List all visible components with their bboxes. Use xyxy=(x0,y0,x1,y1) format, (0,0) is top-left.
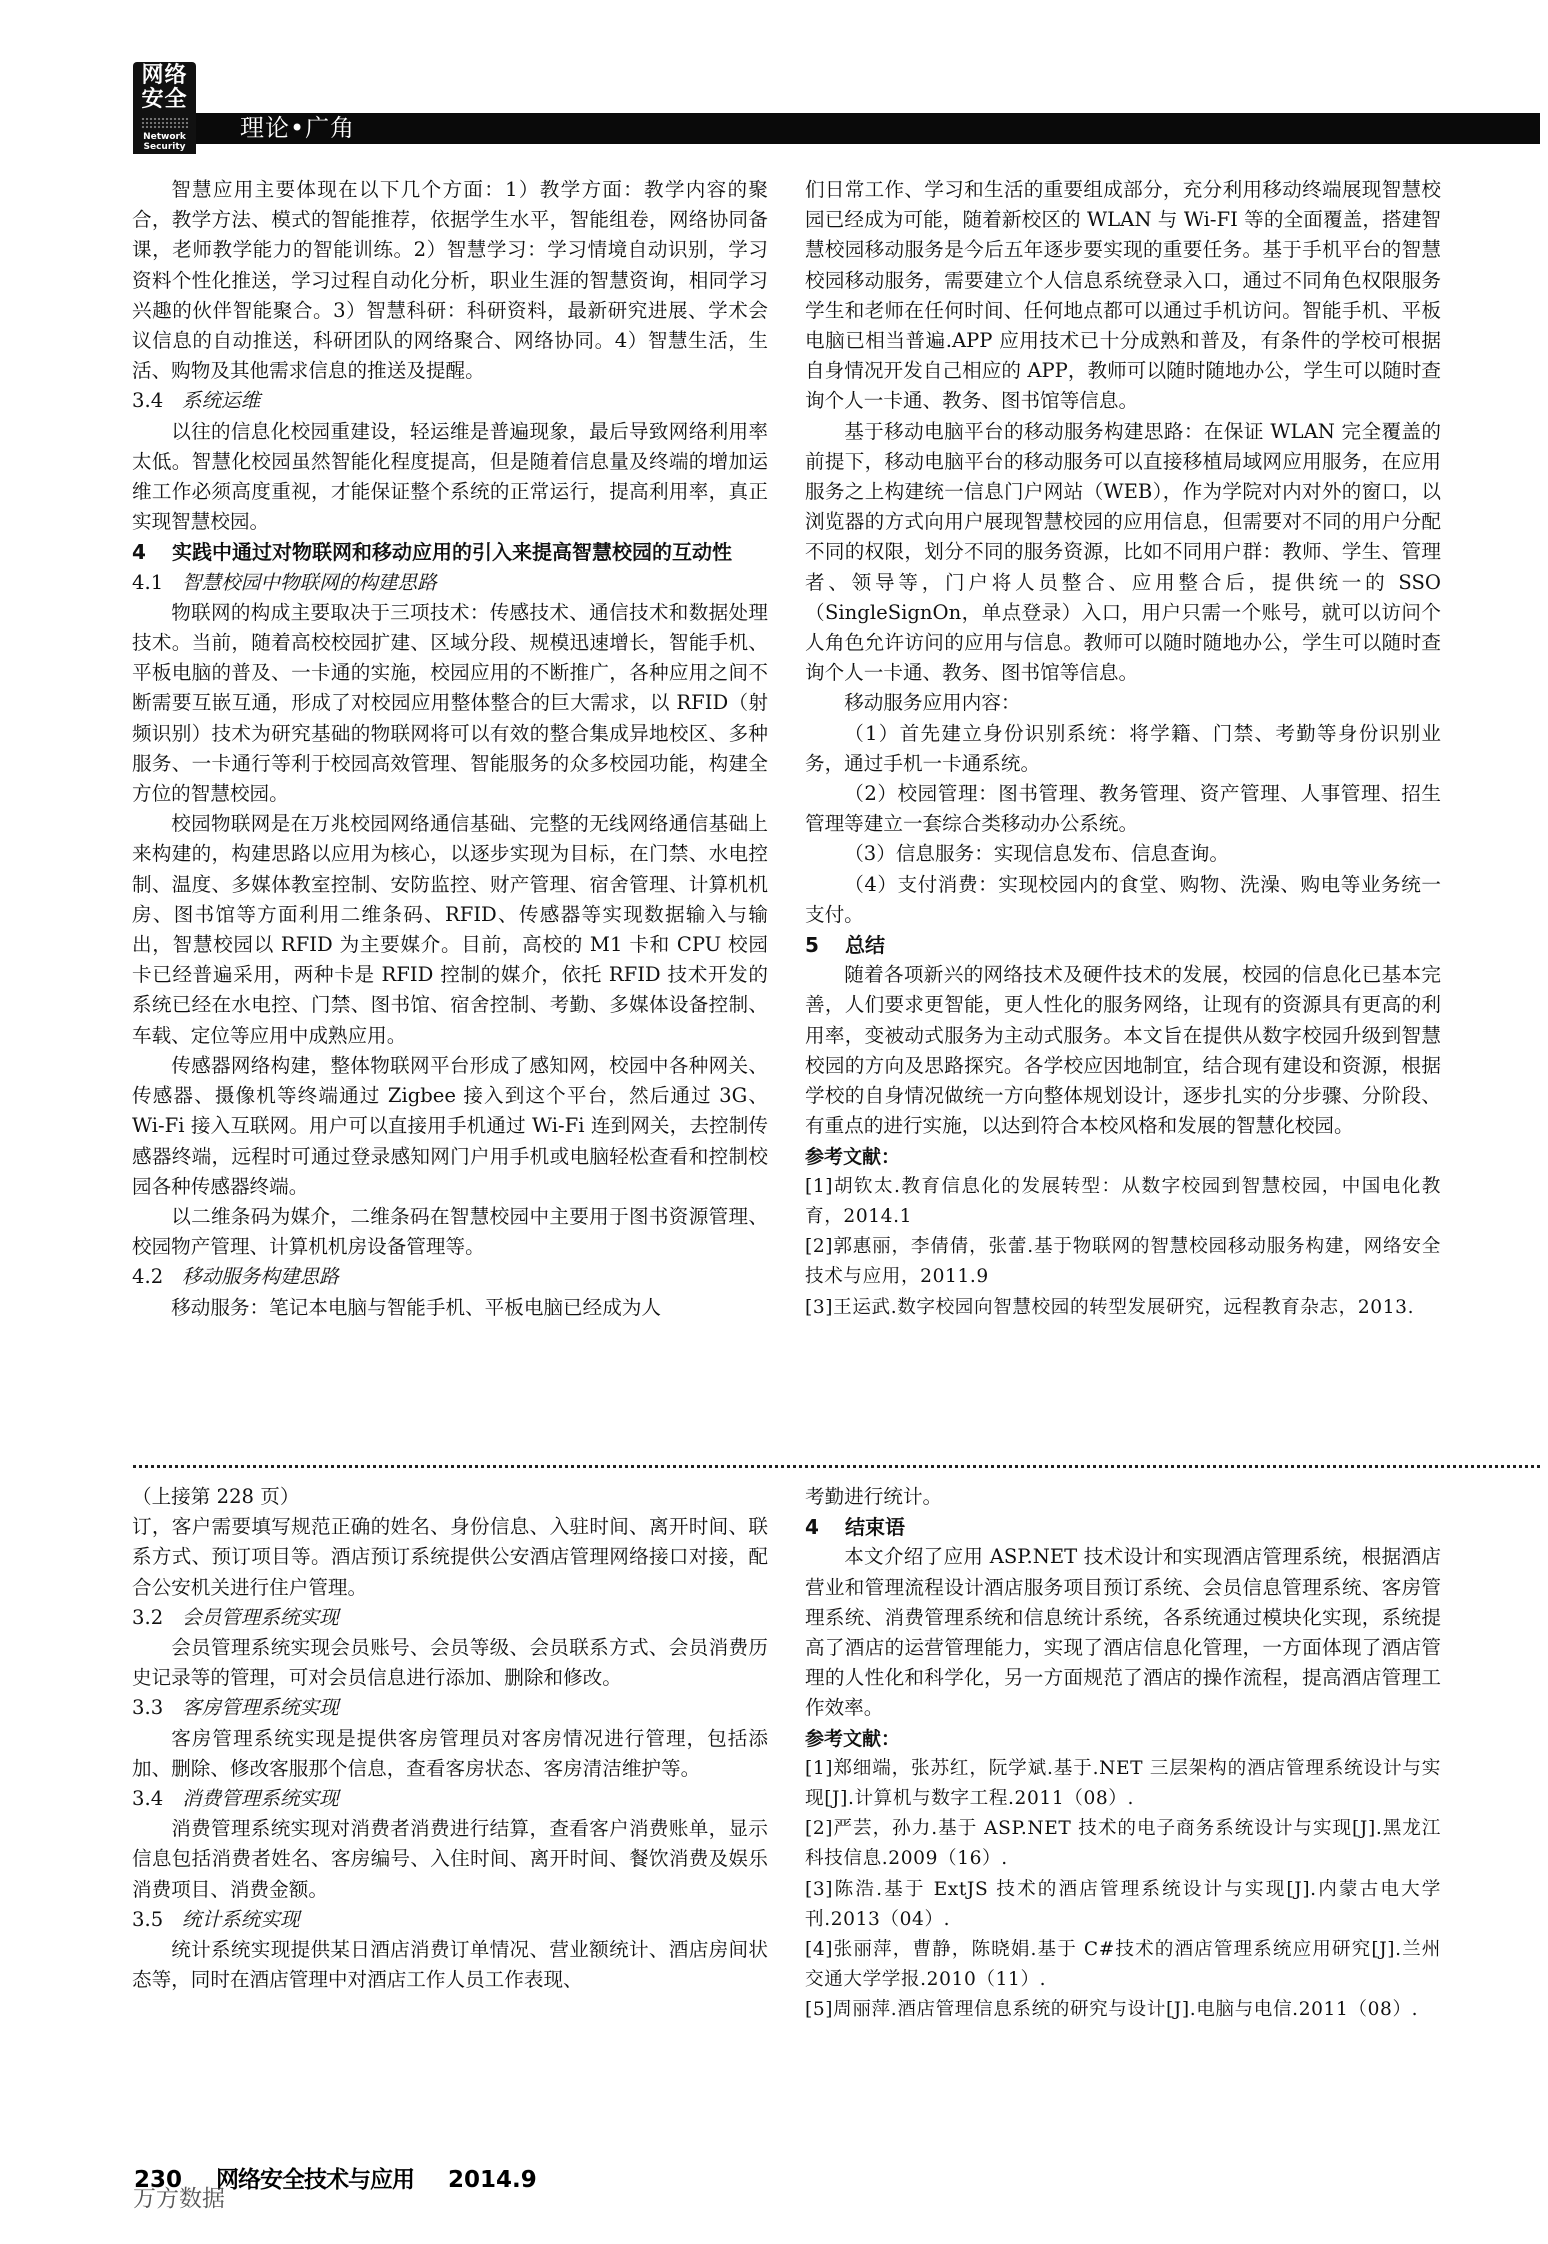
paragraph: 以二维条码为媒介，二维条码在智慧校园中主要用于图书资源管理、校园物产管理、计算机机房设备管理等。 xyxy=(132,1204,768,1259)
heading-number: 3.4 xyxy=(132,1787,164,1811)
page-number: 230 xyxy=(134,2167,183,2193)
logo-english: Network Security xyxy=(133,114,196,154)
reference-item: [3]王运武.数字校园向智慧校园的转型发展研究，远程教育杂志，2013. xyxy=(805,1296,1415,1318)
paragraph: （3）信息服务：实现信息发布、信息查询。 xyxy=(844,842,1229,866)
reference-item: [1]郑细端，张苏红，阮学斌.基于.NET 三层架构的酒店管理系统设计与实现[J].计算机与数字工程.2011（08）. xyxy=(805,1757,1441,1810)
heading-text: 结束语 xyxy=(845,1515,905,1540)
heading-number: 3.3 xyxy=(132,1696,164,1720)
reference-item: [2]郭惠丽，李倩倩，张蕾.基于物联网的智慧校园移动服务构建，网络安全技术与应用，2011.9 xyxy=(805,1236,1441,1288)
heading-text: 智慧校园中物联网的构建思路 xyxy=(182,570,437,594)
heading-number: 4.2 xyxy=(132,1265,164,1289)
heading-text: 实践中通过对物联网和移动应用的引入来提高智慧校园的互动性 xyxy=(172,540,732,565)
paragraph: 基于移动电脑平台的移动服务构建思路：在保证 WLAN 完全覆盖的前提下，移动电脑平台的移动服务可以直接移植局域网应用服务，在应用服务之上构建统一信息门户网站（WEB），作为学院对内对外的窗口，以浏览器的方式向用户展现智慧校园的应用信息，但需要对不同的用户分配不同的权限，划分不同的服务资源，比如不同用户群：教师、学生、管理者、领导等，门户将人员整合、应用整合后，提供统一的 SSO（SingleSignOn，单点登录）入口，用户只需一个账号，就可以访问个人角色允许访问的应用与信息。教师可以随时随地办公，学生可以随时查询个人一卡通、教务、图书馆等信息。 xyxy=(805,419,1441,685)
paragraph: 们日常工作、学习和生活的重要组成部分，充分利用移动终端展现智慧校园已经成为可能，随着新校区的 WLAN 与 Wi-FI 等的全面覆盖，搭建智慧校园移动服务是今后五年逐步要实现的重要任务。基于手机平台的智慧校园移动服务，需要建立个人信息系统登录入口，通过不同角色权限服务学生和老师在任何时间、任何地点都可以通过手机访问。智能手机、平板电脑已相当普遍.APP 应用技术已十分成熟和普及，有条件的学校可根据自身情况开发自己相应的 APP，教师可以随时随地办公，学生可以随时查询个人一卡通、教务、图书馆等信息。 xyxy=(805,178,1441,413)
subsection-heading xyxy=(132,386,768,416)
references-heading: 参考文献： xyxy=(805,1145,901,1168)
logo-chinese: 网络 安全 xyxy=(133,62,196,114)
issue-number: 2014.9 xyxy=(448,2167,537,2193)
reference-item: [3]陈浩.基于 ExtJS 技术的酒店管理系统设计与实现[J].内蒙古电大学刊.2013（04）. xyxy=(805,1878,1441,1930)
paragraph: 智慧应用主要体现在以下几个方面：1）教学方面：教学内容的聚合，教学方法、模式的智能推荐，依据学生水平，智能组卷，网络协同备课，老师教学能力的智能训练。2）智慧学习：学习情境自动识别，学习资料个性化推送，学习过程自动化分析，职业生涯的智慧资询，相同学习兴趣的伙伴智能聚合。3）智慧科研：科研资料，最新研究进展、学术会议信息的自动推送，科研团队的网络聚合、网络协同。4）智慧生活，生活、购物及其他需求信息的推送及提醒。 xyxy=(132,178,768,383)
heading-number: 4 xyxy=(132,540,146,565)
article-bottom-right-column xyxy=(805,1482,1441,2026)
heading-text: 会员管理系统实现 xyxy=(182,1605,339,1629)
article-divider xyxy=(133,1465,1540,1468)
paragraph: （4）支付消费：实现校园内的食堂、购物、洗澡、购电等业务统一支付。 xyxy=(805,872,1441,926)
paragraph: （2）校园管理：图书管理、教务管理、资产管理、人事管理、招生管理等建立一套综合类移动办公系统。 xyxy=(805,782,1441,836)
heading-text: 客房管理系统实现 xyxy=(182,1696,339,1720)
heading-text: 移动服务构建思路 xyxy=(182,1265,339,1289)
reference-item: [4]张丽萍，曹静，陈晓娟.基于 C#技术的酒店管理系统应用研究[J].兰州交通大学学报.2010（11）. xyxy=(805,1939,1441,1991)
paragraph: 本文介绍了应用 ASP.NET 技术设计和实现酒店管理系统，根据酒店营业和管理流程设计酒店服务项目预订系统、会员信息管理系统、客房管理系统、消费管理系统和信息统计系统，各系统通过模块化实现，系统提高了酒店的运营管理能力，实现了酒店信息化管理，一方面体现了酒店管理的人性化和科学化，另一方面规范了酒店的操作流程，提高酒店管理工作效率。 xyxy=(805,1545,1441,1720)
heading-text: 消费管理系统实现 xyxy=(182,1787,339,1811)
subsection-heading xyxy=(132,1905,768,1935)
paragraph: 校园物联网是在万兆校园网络通信基础、完整的无线网络通信基础上来构建的，构建思路以应用为核心，以逐步实现为目标，在门禁、水电控制、温度、多媒体教室控制、安防监控、财产管理、宿舍管理、计算机机房、图书馆等方面利用二维条码、RFID、传感器等实现数据输入与输出，智慧校园以 RFID 为主要媒介。目前，高校的 M1 卡和 CPU 校园卡已经普遍采用，两种卡是 RFID 控制的媒介，依托 RFID 技术开发的系统已经在水电控、门禁、图书馆、宿舍控制、考勤、多媒体设备控制、车载、定位等应用中成熟应用。 xyxy=(132,812,768,1047)
article-top-right-column xyxy=(805,175,1441,1323)
article-top-left-column xyxy=(132,175,768,1323)
paragraph: 以往的信息化校园重建设，轻运维是普遍现象，最后导致网络利用率太低。智慧化校园虽然智能化程度提高，但是随着信息量及终端的增加运维工作必须高度重视，才能保证整个系统的正常运行，提高利用率，真正实现智慧校园。 xyxy=(132,419,768,534)
paragraph: 消费管理系统实现对消费者消费进行结算，查看客户消费账单，显示信息包括消费者姓名、客房编号、入住时间、离开时间、餐饮消费及娱乐消费项目、消费金额。 xyxy=(132,1817,768,1901)
article-bottom-left-column xyxy=(132,1482,768,1995)
heading-number: 3.2 xyxy=(132,1605,164,1629)
section-heading xyxy=(132,537,768,567)
reference-item: [5]周丽萍.酒店管理信息系统的研究与设计[J].电脑与电信.2011（08）. xyxy=(805,1999,1419,2021)
paragraph: 统计系统实现提供某日酒店消费订单情况、营业额统计、酒店房间状态等，同时在酒店管理中对酒店工作人员工作表现、 xyxy=(132,1938,768,1992)
reference-item: [1]胡钦太.教育信息化的发展转型：从数字校园到智慧校园，中国电化教育，2014.1 xyxy=(805,1175,1441,1227)
paragraph: 移动服务应用内容： xyxy=(844,691,1021,715)
heading-number: 3.5 xyxy=(132,1907,164,1931)
heading-number: 4 xyxy=(805,1515,819,1540)
section-header-bar xyxy=(196,113,1540,144)
heading-text: 统计系统实现 xyxy=(182,1907,300,1931)
heading-text: 总结 xyxy=(845,933,885,958)
journal-logo xyxy=(133,62,196,154)
references-heading: 参考文献： xyxy=(805,1727,901,1750)
paragraph: 传感器网络构建，整体物联网平台形成了感知网，校园中各种网关、传感器、摄像机等终端通过 Zigbee 接入到这个平台，然后通过 3G、Wi-Fi 接入互联网。用户可以直接用手机通过 Wi-Fi 连到网关，去控制传感器终端，远程时可通过登录感知网门户用手机或电脑轻松查看和控制校园各种传感器终端。 xyxy=(132,1053,768,1198)
paragraph: 物联网的构成主要取决于三项技术：传感技术、通信技术和数据处理技术。当前，随着高校校园扩建、区域分段、规模迅速增长，智能手机、平板电脑的普及、一卡通的实施，校园应用的不断推广，各种应用之间不断需要互嵌互通，形成了对校园应用整体整合的巨大需求，以 RFID（射频识别）技术为研究基础的物联网将可以有效的整合集成异地校区、多种服务、一卡通行等利于校园高效管理、智能服务的众多校园功能，构建全方位的智慧校园。 xyxy=(132,600,768,806)
heading-text: 系统运维 xyxy=(182,389,261,413)
paragraph: 订，客户需要填写规范正确的姓名、身份信息、入驻时间、离开时间、联系方式、预订项目等。酒店预订系统提供公安酒店管理网络接口对接，配合公安机关进行住户管理。 xyxy=(132,1515,768,1599)
watermark: 万方数据 xyxy=(133,2186,225,2212)
paragraph: 移动服务：笔记本电脑与智能手机、平板电脑已经成为人 xyxy=(171,1295,662,1319)
paragraph: 会员管理系统实现会员账号、会员等级、会员联系方式、会员消费历史记录等的管理，可对会员信息进行添加、删除和修改。 xyxy=(132,1636,768,1690)
subsection-heading xyxy=(132,1784,768,1814)
paragraph: 客房管理系统实现是提供客房管理员对客房情况进行管理，包括添加、删除、修改客服那个信息，查看客房状态、客房清洁维护等。 xyxy=(132,1726,768,1780)
heading-number: 3.4 xyxy=(132,389,164,413)
heading-number: 5 xyxy=(805,933,819,958)
section-label: 理论•广角 xyxy=(240,114,356,142)
subsection-heading xyxy=(132,1693,768,1723)
section-heading xyxy=(805,930,1441,960)
subsection-heading xyxy=(132,1603,768,1633)
journal-name: 网络安全技术与应用 xyxy=(216,2167,415,2193)
subsection-heading xyxy=(132,1262,768,1292)
subsection-heading xyxy=(132,568,768,598)
paragraph: 考勤进行统计。 xyxy=(805,1485,943,1508)
section-heading xyxy=(805,1512,1441,1542)
logo-dot-pattern xyxy=(141,117,188,129)
paragraph: （上接第 228 页） xyxy=(132,1485,300,1508)
reference-item: [2]严芸，孙力.基于 ASP.NET 技术的电子商务系统设计与实现[J].黑龙江科技信息.2009（16）. xyxy=(805,1818,1441,1870)
paragraph: 随着各项新兴的网络技术及硬件技术的发展，校园的信息化已基本完善，人们要求更智能，更人性化的服务网络，让现有的资源具有更高的利用率，变被动式服务为主动式服务。本文旨在提供从数字校园升级到智慧校园的方向及思路探究。各学校应因地制宜，结合现有建设和资源，根据学校的自身情况做统一方向整体规划设计，逐步扎实的分步骤、分阶段、有重点的进行实施，以达到符合本校风格和发展的智慧化校园。 xyxy=(805,963,1441,1138)
heading-number: 4.1 xyxy=(132,570,164,594)
paragraph: （1）首先建立身份识别系统：将学籍、门禁、考勤等身份识别业务，通过手机一卡通系统。 xyxy=(805,721,1441,775)
